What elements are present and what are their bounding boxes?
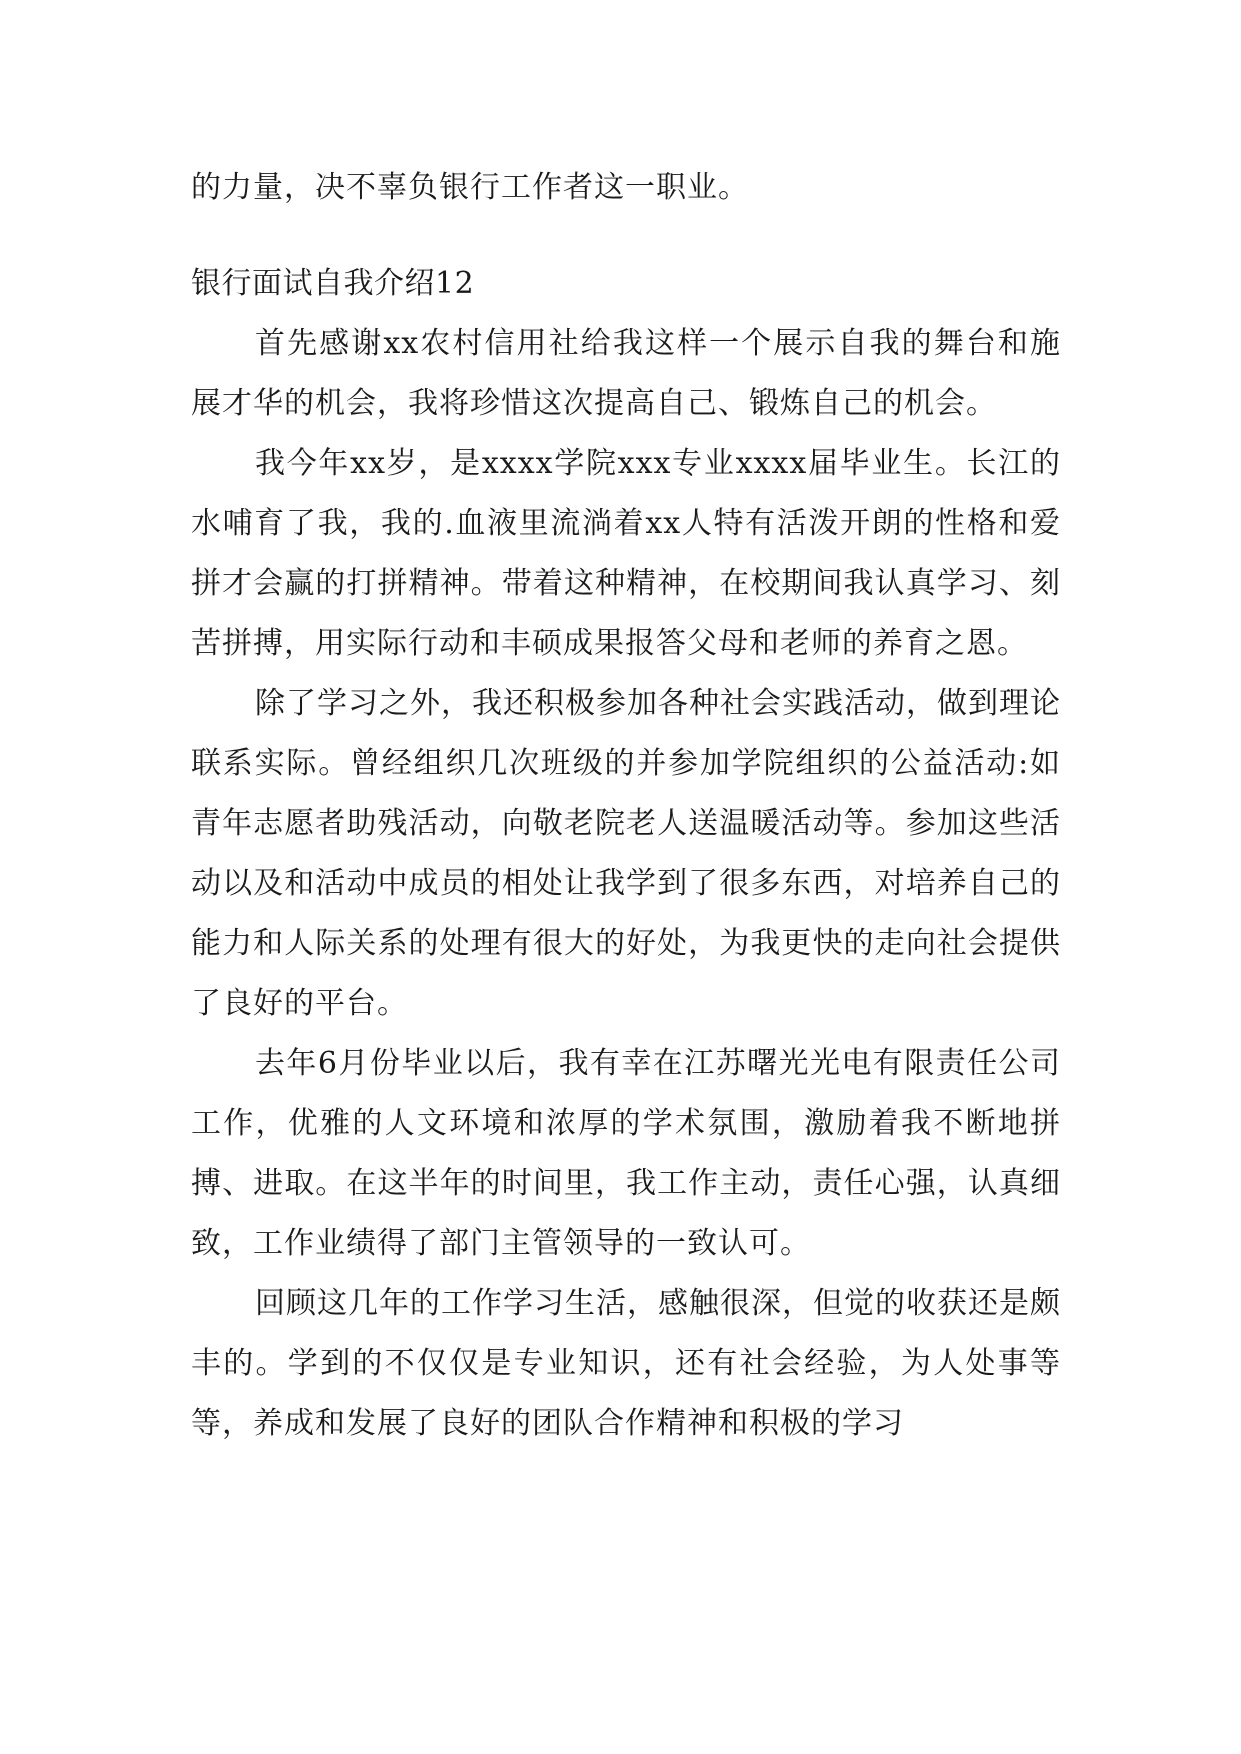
paragraph-5: 回顾这几年的工作学习生活，感触很深，但觉的收获还是颇丰的。学到的不仅仅是专业知识，还有社会经验，为人处事等等，养成和发展了良好的团队合作精神和积极的学习 (191, 1286, 1061, 1441)
continuation-paragraph: 的力量，决不辜负银行工作者这一职业。 (191, 170, 749, 205)
paragraph-1: 首先感谢xx农村信用社给我这样一个展示自我的舞台和施展才华的机会，我将珍惜这次提高自己、锻炼自己的机会。 (191, 326, 1061, 421)
paragraph-3: 除了学习之外，我还积极参加各种社会实践活动，做到理论联系实际。曾经组织几次班级的并参加学院组织的公益活动:如青年志愿者助残活动，向敬老院老人送温暖活动等。参加这些活动以及和活动中成员的相处让我学到了很多东西，对培养自己的能力和人际关系的处理有很大的好处，为我更快的走向社会提供了良好的平台。 (191, 686, 1061, 1021)
paragraph-2: 我今年xx岁，是xxxx学院xxx专业xxxx届毕业生。长江的水哺育了我，我的.血液里流淌着xx人特有活泼开朗的性格和爱拼才会赢的打拼精神。带着这种精神，在校期间我认真学习、刻苦拼搏，用实际行动和丰硕成果报答父母和老师的养育之恩。 (191, 446, 1061, 661)
section-title: 银行面试自我介绍12 (191, 266, 475, 301)
paragraph-4: 去年6月份毕业以后，我有幸在江苏曙光光电有限责任公司工作，优雅的人文环境和浓厚的学术氛围，激励着我不断地拼搏、进取。在这半年的时间里，我工作主动，责任心强，认真细致，工作业绩得了部门主管领导的一致认可。 (191, 1046, 1061, 1261)
document-body (191, 158, 1061, 1454)
section-spacer (191, 218, 1061, 254)
